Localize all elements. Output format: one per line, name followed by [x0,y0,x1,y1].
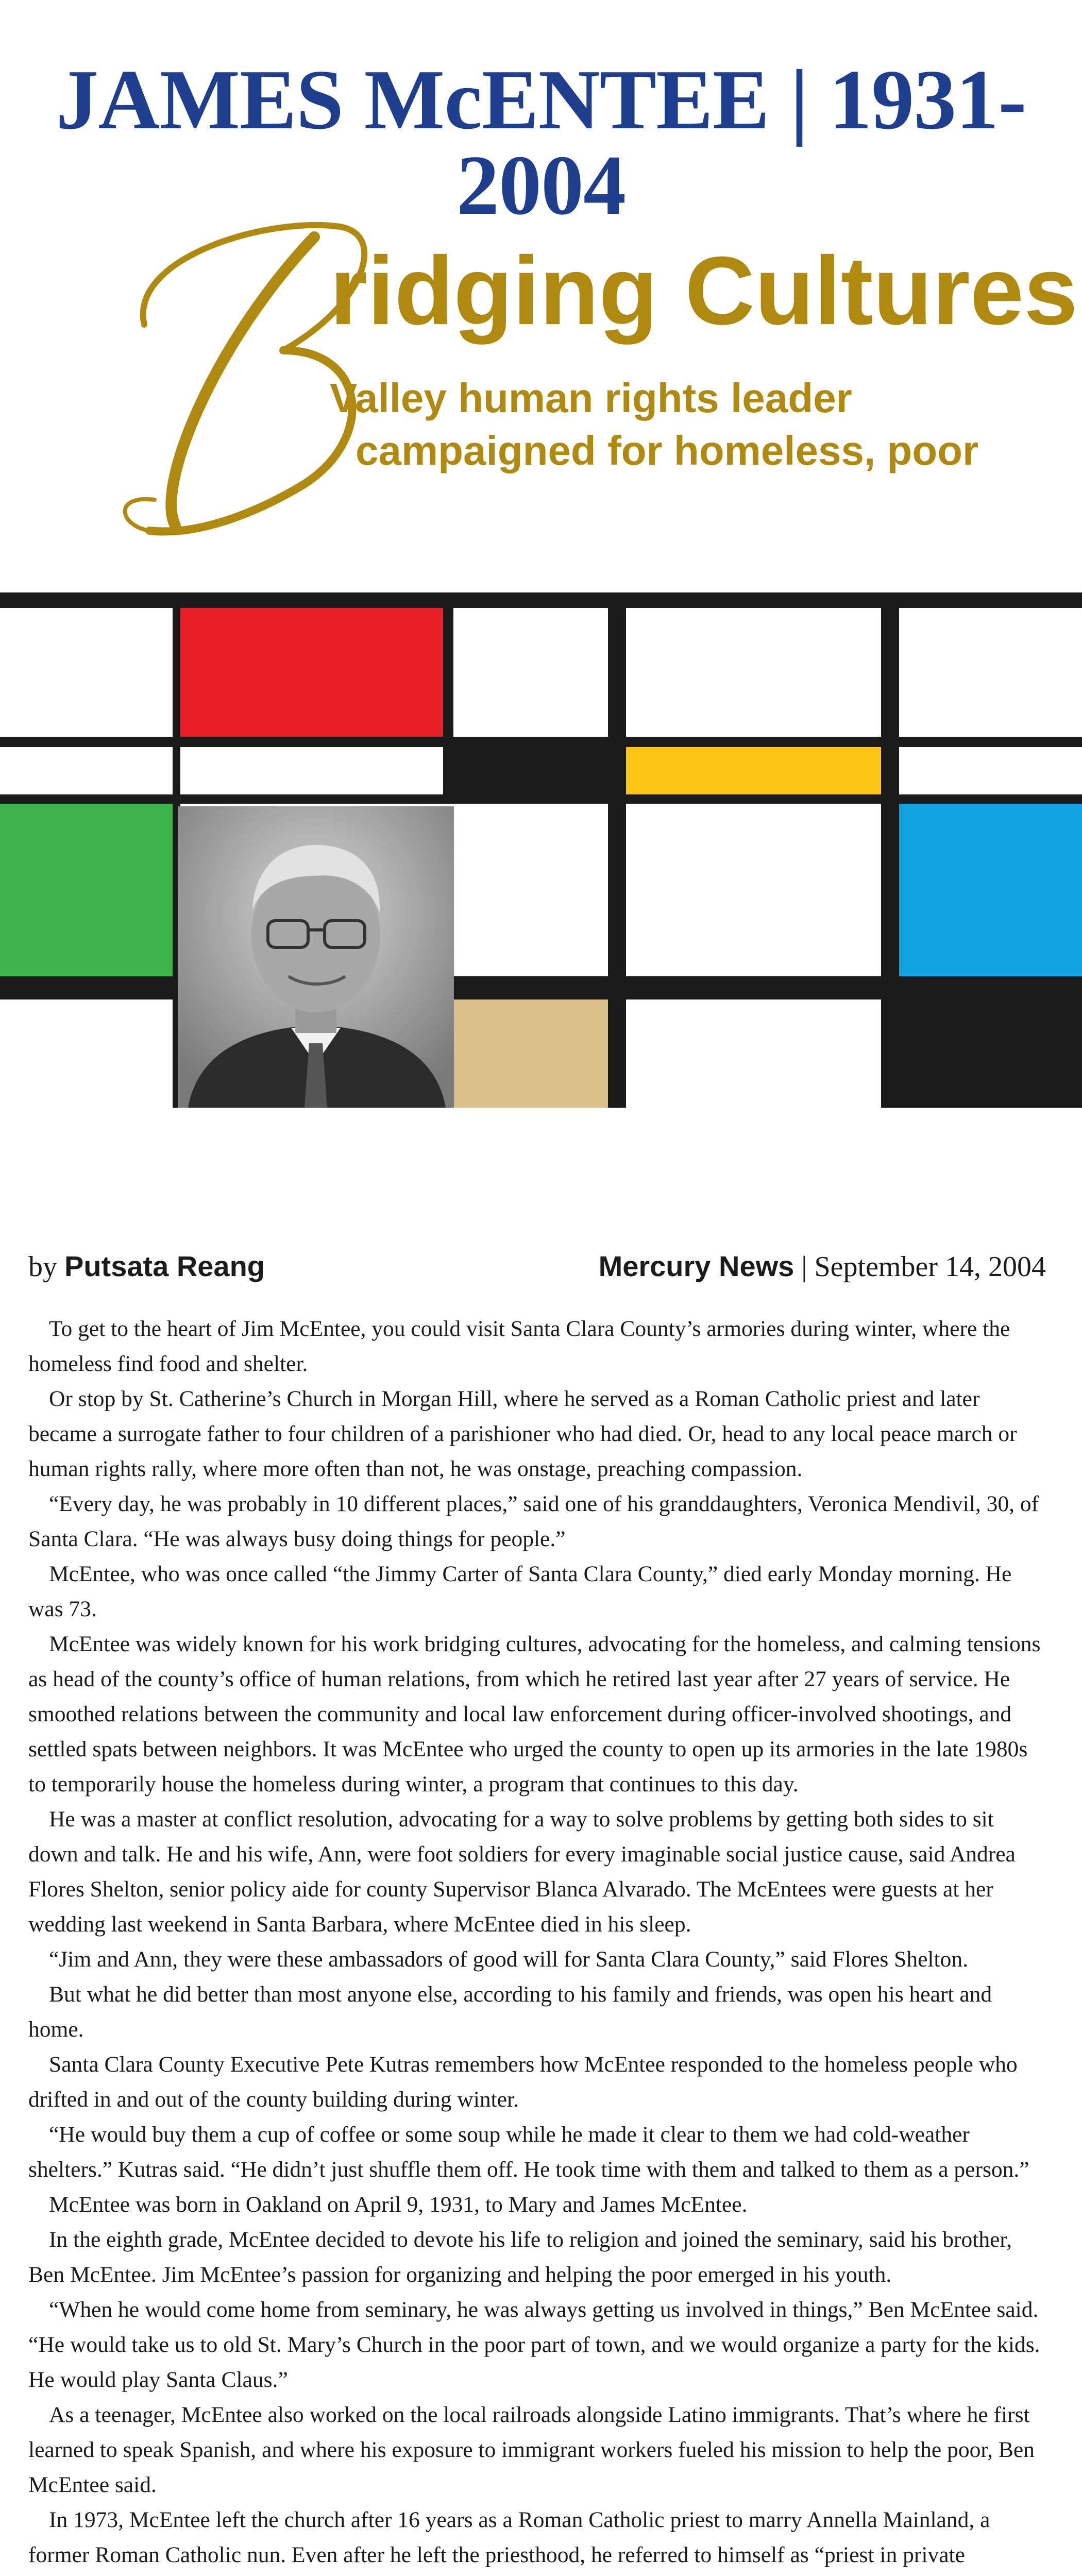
article-paragraph: He was a master at conflict resolution, advocating for a way to solve problems by getting both sides to sit down and talk. He and his wife, Ann, were foot soldiers for every imaginable social justice cause, said Andrea Flores Shelton, senior policy aide for county Supervisor Blanca Alvarado. The McEntees were guests at her wedding last weekend in Santa Barbara, where McEntee died in his sleep. [28,1807,1016,1937]
article-paragraph: As a teenager, McEntee also worked on the local railroads alongside Latino immigrants. That’s where he first learned to speak Spanish, and where his exposure to immigrant workers fueled his mission to help the poor, Ben McEntee said. [28,2402,1035,2497]
byline-source-group [599,1252,1046,1281]
tan-block [453,999,608,1108]
article-paragraph: Or stop by St. Catherine’s Church in Morgan Hill, where he served as a Roman Catholic priest and later became a surrogate father to four children of a parishioner who had died. Or, head to any local peace march or human rights rally, where more often than not, he was onstage, preaching compassion. [28,1386,1017,1481]
article-paragraph: McEntee was born in Oakland on April 9, 1931, to Mary and James McEntee. [49,2192,748,2217]
article-paragraph: “He would buy them a cup of coffee or some soup while he made it clear to them we had cold-weather shelters.” Kutras said. “He didn’t just shuffle them off. He took time with them and talked to them as a person.” [28,2122,1029,2182]
article-body [28,1311,1049,2576]
headline: ridging Cultures [330,236,1078,345]
article-paragraph: To get to the heart of Jim McEntee, you could visit Santa Clara County’s armories during winter, where the homeless find food and shelter. [28,1316,1010,1376]
article-paragraph: In the eighth grade, McEntee decided to devote his life to religion and joined the seminary, said his brother, Ben McEntee. Jim McEntee’s passion for organizing and helping the poor emerged in his youth. [28,2227,1012,2287]
green-block [0,804,173,976]
byline-separator: | [801,1251,807,1283]
byline-date: September 14, 2004 [814,1251,1046,1283]
article-paragraph: “Every day, he was probably in 10 different places,” said one of his granddaughters, Veronica Mendivil, 30, of Santa Clara. “He was always busy doing things for people.” [28,1492,1039,1551]
byline-publication: Mercury News [598,1250,794,1282]
subhead-line-1: Valley human rights leader [330,375,852,421]
article-paragraph: In 1973, McEntee left the church after 16 years as a Roman Catholic priest to marry Annella Mainland, a former Roman Catholic nun. Even after he left the priesthood, he referred to himself as “priest in private [28,2507,990,2567]
byline-author: Putsata Reang [64,1250,265,1282]
subhead [330,372,1000,477]
masthead-title: JAMES McENTEE | 1931-2004 [56,52,1026,232]
red-block [180,608,443,737]
article-paragraph: McEntee was widely known for his work bridging cultures, advocating for the homeless, and calming tensions as head of the county’s office of human relations, from which he retired last year after 27 years of service. He smoothed relations between the community and local law enforcement during officer-involved shootings, and settled spats between neighbors. It was McEntee who urged the county to open up its armories in the late 1980s to temporarily house the homeless during winter, a program that continues to this day. [28,1632,1041,1797]
article-paragraph: “Jim and Ann, they were these ambassadors of good will for Santa Clara County,” said Flores Shelton. [49,1947,968,1972]
article-paragraph: But what he did better than most anyone else, according to his family and friends, was open his heart and home. [28,1982,992,2042]
portrait-photo [178,806,454,1108]
blue-block [899,804,1082,976]
mondrian-grid-graphic [0,592,1082,1108]
byline-by: by [28,1251,57,1283]
byline-author-group [28,1252,265,1281]
article-paragraph: McEntee, who was once called “the Jimmy Carter of Santa Clara County,” died early Monday morning. He was 73. [28,1562,1012,1621]
article-paragraph: “When he would come home from seminary, he was always getting us involved in things,” Ben McEntee said. “He would take us to old St. Mary’s Church in the poor part of town, and we would organize a party for the kids. He would play Santa Claus.” [28,2297,1040,2392]
article-paragraph: Santa Clara County Executive Pete Kutras remembers how McEntee responded to the homeless people who drifted in and out of the county building during winter. [28,2052,1018,2112]
subhead-line-2: campaigned for homeless, poor [356,428,979,473]
